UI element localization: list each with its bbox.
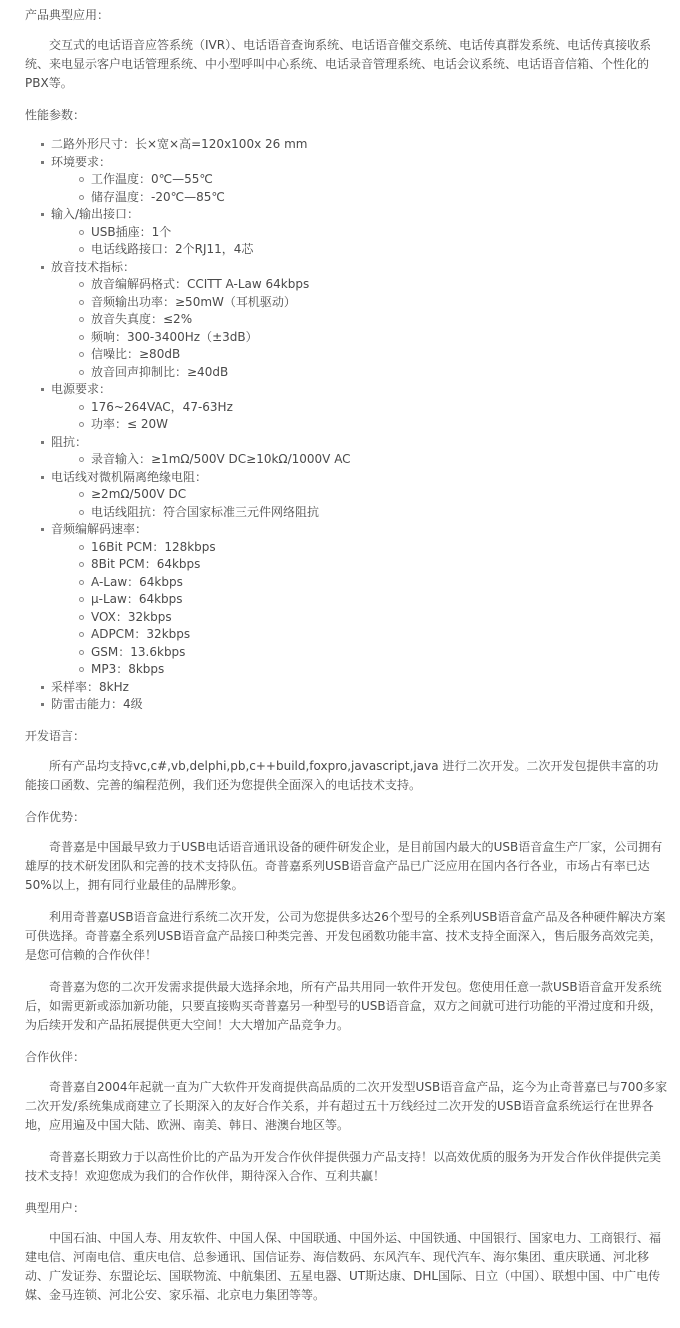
square-bullet-icon [41, 703, 44, 706]
circle-bullet-icon [79, 247, 84, 252]
spec-subitem [91, 504, 670, 522]
spec-subitem-label: 储存温度：-20℃—85℃ [91, 189, 225, 204]
typical-applications-paragraph: 交互式的电话语音应答系统（IVR）、电话语音查询系统、电话语音催交系统、电话传真群发系统、电话传真接收系统、来电显示客户电话管理系统、中小型呼叫中心系统、电话录音管理系统、电话会议系统、电话语音信箱、个性化的PBX等。 [25, 38, 652, 90]
spec-subitem [91, 609, 670, 627]
dev-language-paragraph: 所有产品均支持vc,c#,vb,delphi,pb,c++build,foxpro,javascript,java 进行二次开发。二次开发包提供丰富的功能接口函数、完善的编程范例，我们还为您提供全面深入的电话技术支持。 [25, 758, 659, 792]
square-bullet-icon [41, 686, 44, 689]
spec-subitem-label: 功率：≤ 20W [91, 417, 169, 431]
spec-subitem-label: GSM：13.6kbps [91, 644, 186, 659]
spec-subitem [91, 171, 670, 189]
circle-bullet-icon [79, 282, 84, 287]
spec-sublist [51, 224, 670, 259]
spec-sublist [51, 276, 670, 381]
spec-subitem-label: 信噪比：≥80dB [91, 347, 181, 361]
circle-bullet-icon [79, 492, 84, 497]
square-bullet-icon [41, 528, 44, 531]
spec-sublist [51, 451, 670, 469]
spec-subitem [91, 241, 670, 259]
spec-subitem-label: 音频输出功率：≥50mW（耳机驱动） [91, 294, 296, 309]
spec-item [51, 679, 670, 697]
spec-item-label: 阻抗： [51, 434, 88, 449]
spec-subitem [91, 346, 670, 364]
circle-bullet-icon [79, 370, 84, 375]
circle-bullet-icon [79, 510, 84, 515]
spec-subitem [91, 574, 670, 592]
circle-bullet-icon [79, 667, 84, 672]
square-bullet-icon [41, 441, 44, 444]
spec-subitem [91, 556, 670, 574]
spec-item-label: 二路外形尺寸：长×宽×高=120x100x 26 mm [51, 137, 308, 151]
circle-bullet-icon [79, 457, 84, 462]
spec-subitem [91, 399, 670, 417]
spec-item [51, 154, 670, 207]
spec-item [51, 696, 670, 714]
circle-bullet-icon [79, 422, 84, 427]
spec-subitem [91, 276, 670, 294]
performance-spec-list [25, 136, 670, 714]
circle-bullet-icon [79, 615, 84, 620]
spec-item-label: 采样率：8kHz [51, 679, 129, 694]
section-heading-dev-language: 开发语言： [25, 728, 86, 743]
spec-subitem-label: 电话线路接口：2个RJ11，4芯 [91, 242, 254, 256]
partners-paragraph: 奇普嘉长期致力于以高性价比的产品为开发合作伙伴提供强力产品支持！以高效优质的服务为开发合作伙伴提供完美技术支持！欢迎您成为我们的合作伙伴，期待深入合作、互利共赢！ [25, 1149, 662, 1183]
spec-subitem [91, 644, 670, 662]
spec-subitem [91, 626, 670, 644]
circle-bullet-icon [79, 632, 84, 637]
spec-subitem-label: VOX：32kbps [91, 609, 172, 624]
spec-subitem [91, 451, 670, 469]
spec-subitem [91, 486, 670, 504]
spec-subitem [91, 416, 670, 434]
spec-subitem [91, 311, 670, 329]
spec-subitem-label: 176~264VAC，47-63Hz [91, 399, 233, 414]
spec-subitem [91, 539, 670, 557]
circle-bullet-icon [79, 300, 84, 305]
spec-subitem-label: 放音失真度：≤2% [91, 312, 193, 326]
section-heading-partners: 合作伙伴： [25, 1049, 86, 1064]
spec-sublist [51, 486, 670, 521]
section-heading-performance: 性能参数： [25, 108, 86, 122]
spec-item [51, 206, 670, 259]
advantages-paragraph: 奇普嘉为您的二次开发需求提供最大选择余地，所有产品共用同一软件开发包。您使用任意一款USB语音盒开发系统后，如需更新或添加新功能，只要直接购买奇普嘉另一种型号的USB语音盒，双方之间就可进行功能的平滑过度和升级，为后续开发和产品拓展提供更大空间！大大增加产品竞争力。 [25, 979, 662, 1032]
square-bullet-icon [41, 161, 44, 164]
section-heading-advantages: 合作优势： [25, 809, 86, 824]
circle-bullet-icon [79, 195, 84, 200]
circle-bullet-icon [79, 650, 84, 655]
advantages-paragraph: 奇普嘉是中国最早致力于USB电话语音通讯设备的硬件研发企业，是目前国内最大的USB语音盒生产厂家，公司拥有雄厚的技术研发团队和完善的技术支持队伍。奇普嘉系列USB语音盒产品已广泛应用在国内各行各业，市场占有率已达50%以上，拥有同行业最佳的品牌形象。 [25, 839, 663, 892]
spec-subitem [91, 189, 670, 207]
typical-users-paragraph: 中国石油、中国人寿、用友软件、中国人保、中国联通、中国外运、中国铁通、中国银行、国家电力、工商银行、福建电信、河南电信、重庆电信、总参通讯、国信证券、海信数码、东风汽车、现代汽车、海尔集团、重庆联通、河北移动、广发证券、东盟论坛、国联物流、中航集团、五星电器、UT斯达康、DHL国际、日立（中国）、联想中国、中广电传媒、金马连锁、河北公安、家乐福、北京电力集团等等。 [25, 1230, 662, 1302]
section-heading-typical-applications: 产品典型应用： [25, 8, 110, 22]
spec-item-label: 环境要求： [51, 154, 112, 169]
spec-item-label: 防雷击能力：4级 [51, 697, 143, 711]
spec-subitem [91, 364, 670, 382]
spec-subitem-label: 放音回声抑制比：≥40dB [91, 364, 229, 379]
circle-bullet-icon [79, 562, 84, 567]
square-bullet-icon [41, 266, 44, 269]
circle-bullet-icon [79, 335, 84, 340]
spec-subitem-label: MP3：8kbps [91, 662, 165, 676]
spec-item [51, 381, 670, 434]
square-bullet-icon [41, 388, 44, 391]
partners-paragraph: 奇普嘉自2004年起就一直为广大软件开发商提供高品质的二次开发型USB语音盒产品，迄今为止奇普嘉已与700多家二次开发/系统集成商建立了长期深入的友好合作关系，并有超过五十万线经过二次开发的USB语音盒系统运行在世界各地，应用遍及中国大陆、欧洲、南美、韩日、港澳台地区等。 [25, 1079, 668, 1132]
spec-subitem-label: A-Law：64kbps [91, 574, 183, 589]
spec-subitem [91, 661, 670, 679]
spec-item [51, 521, 670, 679]
spec-subitem-label: 工作温度：0℃—55℃ [91, 172, 213, 186]
spec-subitem-label: USB插座：1个 [91, 224, 172, 239]
spec-item [51, 469, 670, 522]
spec-subitem [91, 294, 670, 312]
spec-subitem-label: ≥2mΩ/500V DC [91, 487, 187, 501]
spec-sublist [51, 539, 670, 679]
spec-subitem-label: 8Bit PCM：64kbps [91, 557, 201, 571]
spec-item [51, 434, 670, 469]
square-bullet-icon [41, 143, 44, 146]
spec-subitem [91, 329, 670, 347]
square-bullet-icon [41, 476, 44, 479]
square-bullet-icon [41, 213, 44, 216]
advantages-paragraph: 利用奇普嘉USB语音盒进行系统二次开发，公司为您提供多达26个型号的全系列USB语音盒产品及各种硬件解决方案可供选择。奇普嘉全系列USB语音盒产品接口种类完善、开发包函数功能丰富、技术支持全面深入，售后服务高效完美，是您可信赖的合作伙伴！ [25, 909, 666, 962]
spec-subitem-label: 放音编解码格式：CCITT A-Law 64kbps [91, 277, 310, 291]
circle-bullet-icon [79, 405, 84, 410]
spec-item-label: 电源要求： [51, 382, 112, 396]
spec-subitem [91, 591, 670, 609]
spec-subitem-label: ADPCM：32kbps [91, 627, 191, 641]
circle-bullet-icon [79, 580, 84, 585]
circle-bullet-icon [79, 352, 84, 357]
spec-item-label: 音频编解码速率： [51, 522, 148, 536]
spec-subitem-label: 录音输入：≥1mΩ/500V DC≥10kΩ/1000V AC [91, 452, 351, 466]
spec-item-label: 电话线对微机隔离绝缘电阻： [51, 469, 208, 484]
spec-item [51, 136, 670, 154]
circle-bullet-icon [79, 317, 84, 322]
spec-sublist [51, 399, 670, 434]
spec-subitem-label: 频响：300-3400Hz（±3dB） [91, 329, 258, 344]
spec-item-label: 输入/输出接口： [51, 207, 140, 221]
circle-bullet-icon [79, 597, 84, 602]
spec-subitem-label: 电话线阻抗：符合国家标准三元件网络阻抗 [91, 504, 320, 519]
spec-subitem [91, 224, 670, 242]
circle-bullet-icon [79, 230, 84, 235]
section-heading-typical-users: 典型用户： [25, 1200, 86, 1215]
circle-bullet-icon [79, 177, 84, 182]
spec-subitem-label: 16Bit PCM：128kbps [91, 539, 216, 554]
spec-item-label: 放音技术指标： [51, 259, 136, 274]
spec-item [51, 259, 670, 382]
spec-subitem-label: μ-Law：64kbps [91, 592, 183, 606]
spec-sublist [51, 171, 670, 206]
circle-bullet-icon [79, 545, 84, 550]
